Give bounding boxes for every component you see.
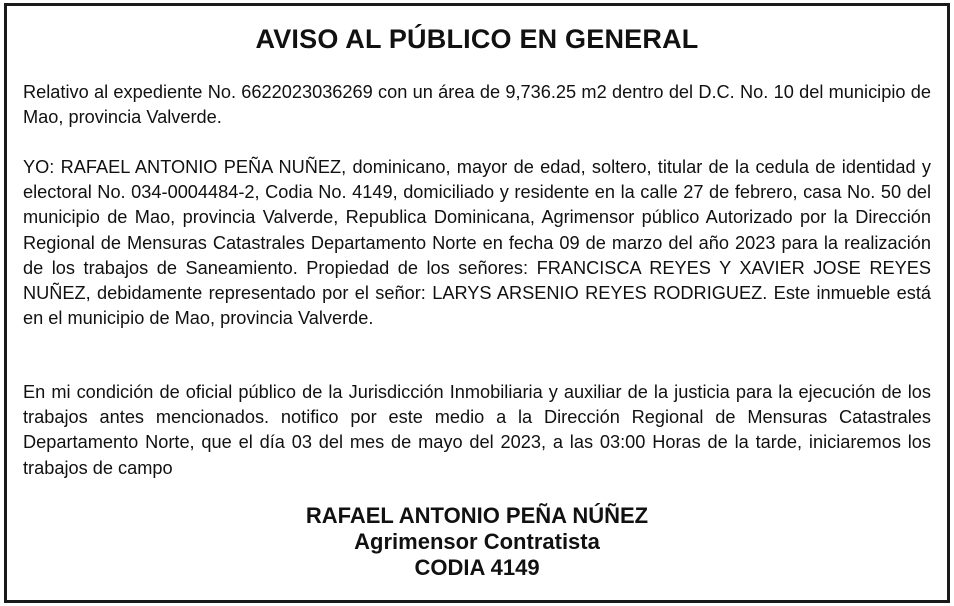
- notice-paragraph-notification: En mi condición de oficial público de la Jurisdicción Inmobiliaria y auxiliar de la justicia para la ejecución de los trabajos antes mencionados. notifico por este medio a la Dirección Regional de Mensuras Catastrales Departamento Norte, que el día 03 del mes de mayo del 2023, a las 03:00 Horas de la tarde, iniciaremos los trabajos de campo: [23, 382, 931, 478]
- signatory-codia: CODIA 4149: [414, 555, 540, 580]
- signatory-role: Agrimensor Contratista: [354, 529, 600, 554]
- public-notice: [4, 3, 950, 603]
- notice-paragraph-reference: Relativo al expediente No. 6622023036269 con un área de 9,736.25 m2 dentro del D.C. No. 10 del municipio de Mao, provincia Valverde.: [23, 82, 931, 128]
- notice-paragraph-declaration: YO: RAFAEL ANTONIO PEÑA NUÑEZ, dominicano, mayor de edad, soltero, titular de la cedula de identidad y electoral No. 034-0004484-2, Codia No. 4149, domiciliado y residente en la calle 27 de febrero, casa No. 50 del municipio de Mao, provincia Valverde, Republica Dominicana, Agrimensor público Autorizado por la Dirección Regional de Mensuras Catastrales Departamento Norte en fecha 09 de marzo del año 2023 para la realización de los trabajos de Saneamiento. Propiedad de los señores: FRANCISCA REYES Y XAVIER JOSE REYES NUÑEZ, debidamente representado por el señor: LARYS ARSENIO REYES RODRIGUEZ. Este inmueble está en el municipio de Mao, provincia Valverde.: [23, 157, 931, 329]
- signature-block: [7, 503, 947, 581]
- notice-title: AVISO AL PÚBLICO EN GENERAL: [255, 24, 699, 54]
- signatory-name: RAFAEL ANTONIO PEÑA NÚÑEZ: [305, 503, 649, 528]
